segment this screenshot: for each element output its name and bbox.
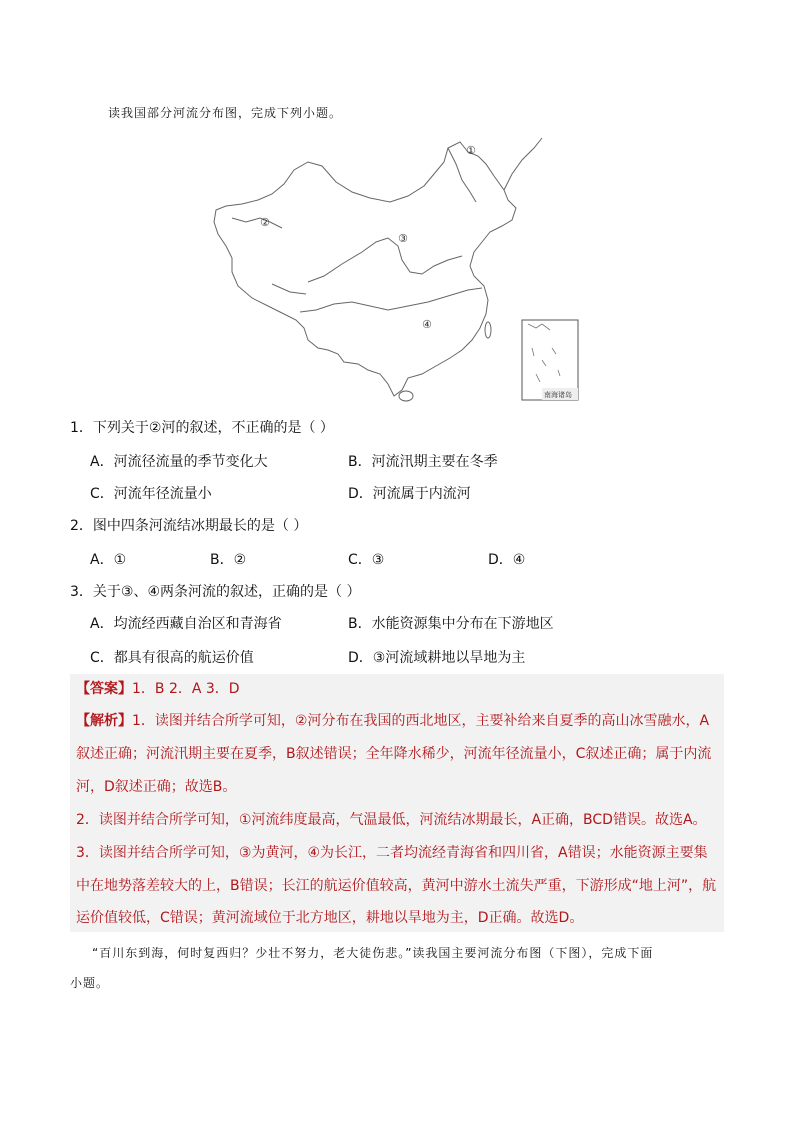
question-3-stem: 3．关于③、④两条河流的叙述，正确的是（ ）	[70, 584, 361, 600]
map-label-4: ④	[422, 318, 432, 331]
q1-option-b: B．河流汛期主要在冬季	[348, 454, 498, 470]
analysis-line-2: 叙述正确；河流汛期主要在夏季，B叙述错误；全年降水稀少，河流年径流量小，C叙述正确；属于内流	[76, 746, 712, 762]
map-label-1: ①	[466, 144, 476, 157]
analysis-line-1	[76, 711, 709, 731]
answer-text: 1．B 2．A 3．D	[132, 681, 240, 697]
q3-option-a: A．均流经西藏自治区和青海省	[90, 616, 282, 632]
q2-option-c: C．③	[348, 552, 385, 568]
q1-option-a: A．河流径流量的季节变化大	[90, 454, 268, 470]
q2-option-b: B．②	[210, 552, 247, 568]
river-3-huanghe	[308, 238, 462, 282]
china-river-map	[212, 134, 582, 404]
q1-option-c: C．河流年径流量小	[90, 486, 212, 502]
q2-option-d: D．④	[488, 552, 526, 568]
q3-option-c: C．都具有很高的航运价值	[90, 650, 254, 666]
q2-option-a: A．①	[90, 552, 127, 568]
map-label-3: ③	[398, 232, 408, 245]
q3-option-b: B．水能资源集中分布在下游地区	[348, 616, 554, 632]
analysis-line-7: 运价值较低，C错误；黄河流域位于北方地区，耕地以旱地为主，D正确。故选D。	[76, 910, 584, 926]
analysis-tag: 【解析】	[76, 713, 132, 729]
river-2	[232, 218, 282, 228]
analysis-line-5: 3．读图并结合所学可知，③为黄河，④为长江，二者均流经青海省和四川省，A错误；水能资源主要集	[76, 845, 708, 861]
next-intro-line-2: 小题。	[70, 976, 110, 990]
question-2-stem: 2．图中四条河流结冰期最长的是（ ）	[70, 518, 308, 534]
intro-text: 读我国部分河流分布图，完成下列小题。	[108, 106, 343, 120]
q3-option-d: D．③河流域耕地以旱地为主	[348, 650, 526, 666]
answer-tag: 【答案】	[76, 681, 132, 697]
inset-label: 南海诸岛	[544, 391, 572, 399]
analysis-line-4: 2．读图并结合所学可知，①河流纬度最高，气温最低，河流结冰期最长，A正确，BCD错误。故选A。	[76, 812, 707, 828]
river-4-changjiang	[300, 288, 482, 312]
analysis-line-6: 中在地势落差较大的上，B错误；长江的航运价值较高，黄河中游水土流失严重，下游形成“地上河”，航	[76, 878, 717, 894]
next-intro-line-1: “百川东到海，何时复西归？少壮不努力，老大徒伤悲。”读我国主要河流分布图（下图），完成下面	[92, 946, 654, 960]
q1-option-d: D．河流属于内流河	[348, 486, 471, 502]
analysis-text-1: 1．读图并结合所学可知，②河分布在我国的西北地区，主要补给来自夏季的高山冰雪融水，A	[132, 713, 710, 729]
question-1-stem: 1．下列关于②河的叙述，不正确的是（ ）	[70, 420, 334, 436]
china-outline	[214, 142, 516, 396]
map-label-2: ②	[260, 216, 270, 229]
analysis-line-3: 河，D叙述正确；故选B。	[76, 779, 237, 795]
answer-line	[76, 679, 240, 699]
